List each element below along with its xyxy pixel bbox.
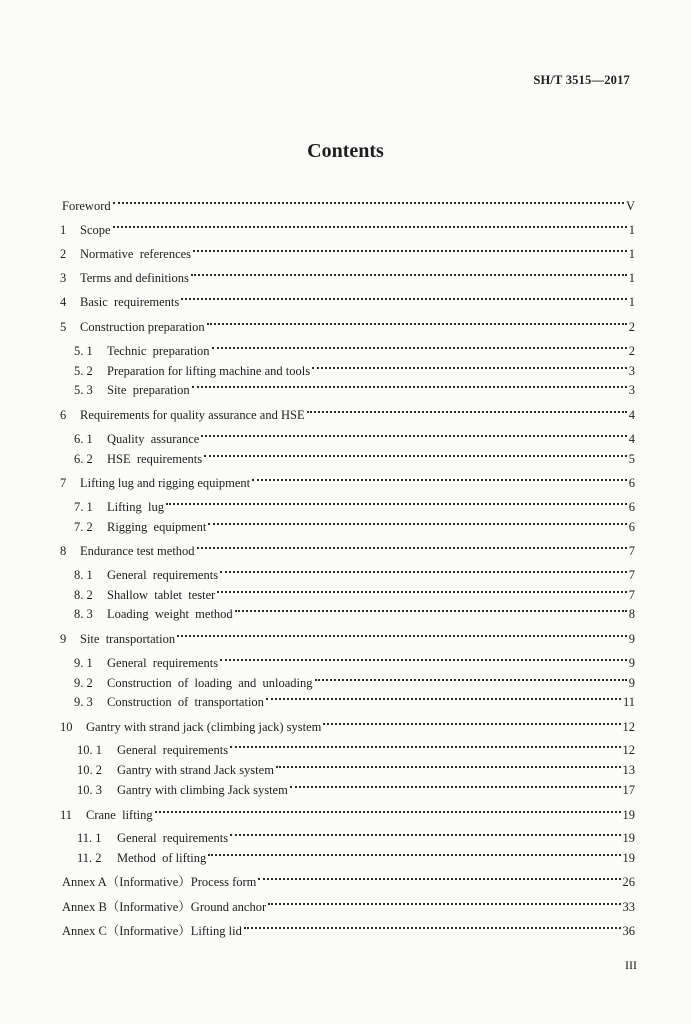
toc-entry-number: 2 xyxy=(60,247,67,261)
toc-dot-leader xyxy=(212,347,627,349)
toc-entry-page: 1 xyxy=(628,247,635,261)
toc-entry-number: 9. 3 xyxy=(74,695,93,709)
toc-entry-number: 10 xyxy=(60,720,73,734)
toc-entry-page: 9 xyxy=(628,676,635,690)
toc-entry-label: Crane lifting xyxy=(86,808,153,822)
toc-dot-leader xyxy=(197,547,627,549)
toc-entry[interactable] xyxy=(77,782,635,798)
toc-entry-page: 33 xyxy=(622,900,635,914)
toc-entry[interactable] xyxy=(74,567,635,583)
toc-entry-label: Foreword xyxy=(62,199,111,213)
toc-dot-leader xyxy=(268,903,620,905)
toc-entry-number: 8. 1 xyxy=(74,568,93,582)
toc-dot-leader xyxy=(244,927,621,929)
toc-dot-leader xyxy=(307,411,627,413)
toc-entry[interactable] xyxy=(74,431,635,447)
toc-entry-number: 10. 3 xyxy=(77,783,102,797)
toc-entry-number: 10. 2 xyxy=(77,763,102,777)
toc-dot-leader xyxy=(208,854,620,856)
toc-dot-leader xyxy=(230,834,620,836)
toc-entry-page: 2 xyxy=(628,344,635,358)
toc-entry-label: Shallow tablet tester xyxy=(107,588,216,602)
toc-entry-label: Normative references xyxy=(80,247,192,261)
toc-dot-leader xyxy=(235,610,627,612)
toc-entry-number: 11. 2 xyxy=(77,851,102,865)
toc-entry-number: 6. 2 xyxy=(74,452,93,466)
toc-dot-leader xyxy=(258,878,620,880)
toc-entry-label: Basic requirements xyxy=(80,295,180,309)
toc-entry-label: Annex C（Informative）Lifting lid xyxy=(62,924,242,938)
toc-entry[interactable] xyxy=(60,222,635,238)
toc-entry-page: 17 xyxy=(622,783,635,797)
toc-dot-leader xyxy=(193,250,627,252)
toc-entry-number: 9. 2 xyxy=(74,676,93,690)
toc-entry[interactable] xyxy=(74,675,635,691)
toc-entry-label: Scope xyxy=(80,223,111,237)
toc-entry[interactable] xyxy=(74,451,635,467)
toc-entry-number: 5. 1 xyxy=(74,344,93,358)
toc-entry-page: 36 xyxy=(622,924,635,938)
toc-dot-leader xyxy=(220,571,627,573)
toc-entry-page: 13 xyxy=(622,763,635,777)
toc-dot-leader xyxy=(192,386,627,388)
toc-dot-leader xyxy=(177,635,627,637)
toc-entry-page: 6 xyxy=(628,520,635,534)
toc-entry-number: 8. 3 xyxy=(74,607,93,621)
toc-entry[interactable] xyxy=(77,742,635,758)
toc-entry-label: Rigging equipment xyxy=(107,520,207,534)
standard-code: SH/T 3515—2017 xyxy=(533,73,630,87)
toc-entry-label: General requirements xyxy=(117,743,229,757)
toc-entry-number: 9. 1 xyxy=(74,656,93,670)
toc-entry[interactable] xyxy=(60,294,635,310)
toc-entry[interactable] xyxy=(60,807,635,823)
toc-entry-page: 3 xyxy=(628,364,635,378)
toc-dot-leader xyxy=(113,202,624,204)
toc-entry[interactable] xyxy=(74,499,635,515)
toc-entry[interactable] xyxy=(62,923,635,939)
toc-entry-page: 5 xyxy=(628,452,635,466)
toc-entry-label: Technic preparation xyxy=(107,344,210,358)
toc-entry-label: Quality assurance xyxy=(107,432,200,446)
toc-entry-page: 12 xyxy=(622,743,635,757)
toc-dot-leader xyxy=(207,323,627,325)
toc-entry-page: 19 xyxy=(622,831,635,845)
toc-entry-page: 19 xyxy=(622,851,635,865)
toc-entry-label: Lifting lug xyxy=(107,500,164,514)
toc-entry[interactable] xyxy=(62,874,635,890)
toc-dot-leader xyxy=(230,746,620,748)
toc-entry-label: Method of lifting xyxy=(117,851,207,865)
toc-entry-page: 2 xyxy=(628,320,635,334)
toc-entry-page: 1 xyxy=(628,295,635,309)
toc-entry-number: 11. 1 xyxy=(77,831,102,845)
toc-entry-label: Gantry with climbing Jack system xyxy=(117,783,288,797)
toc-entry-number: 3 xyxy=(60,271,67,285)
toc-entry-number: 1 xyxy=(60,223,67,237)
toc-entry-label: Site preparation xyxy=(107,383,190,397)
toc-dot-leader xyxy=(155,811,621,813)
toc-dot-leader xyxy=(290,786,621,788)
toc-entry-number: 5. 2 xyxy=(74,364,93,378)
toc-entry-label: Gantry with strand jack (climbing jack) system xyxy=(86,720,322,734)
toc-dot-leader xyxy=(266,698,621,700)
toc-entry-page: 7 xyxy=(628,588,635,602)
toc-entry-label: Construction of transportation xyxy=(107,695,264,709)
toc-entry[interactable] xyxy=(60,407,635,423)
toc-entry-label: Annex A（Informative）Process form xyxy=(62,875,257,889)
toc-entry-page: 6 xyxy=(628,476,635,490)
toc-entry-number: 8 xyxy=(60,544,67,558)
toc-entry-number: 6. 1 xyxy=(74,432,93,446)
toc-dot-leader xyxy=(208,523,626,525)
toc-dot-leader xyxy=(323,723,620,725)
toc-entry-page: 12 xyxy=(622,720,635,734)
toc-entry[interactable] xyxy=(74,655,635,671)
toc-entry-page: 11 xyxy=(622,695,635,709)
toc-entry-page: 7 xyxy=(628,544,635,558)
toc-entry-page: V xyxy=(625,199,635,213)
toc-dot-leader xyxy=(312,367,627,369)
toc-entry[interactable] xyxy=(74,382,635,398)
toc-entry-page: 26 xyxy=(622,875,635,889)
toc-entry[interactable] xyxy=(60,319,635,335)
toc-entry-number: 5. 3 xyxy=(74,383,93,397)
toc-dot-leader xyxy=(276,766,621,768)
toc-entry[interactable] xyxy=(60,631,635,647)
toc-entry-page: 9 xyxy=(628,656,635,670)
toc-entry[interactable] xyxy=(60,543,635,559)
toc-entry-number: 9 xyxy=(60,632,67,646)
toc-entry-page: 7 xyxy=(628,568,635,582)
page-title: Contents xyxy=(307,140,384,162)
toc-entry[interactable] xyxy=(62,899,635,915)
toc-entry-label: Requirements for quality assurance and HSE xyxy=(80,408,305,422)
toc-entry-page: 8 xyxy=(628,607,635,621)
toc-entry[interactable] xyxy=(60,270,635,286)
toc-entry[interactable] xyxy=(74,694,635,710)
toc-entry[interactable] xyxy=(77,830,635,846)
toc-dot-leader xyxy=(315,679,627,681)
toc-entry-page: 4 xyxy=(628,432,635,446)
toc-entry-label: Annex B（Informative）Ground anchor xyxy=(62,900,267,914)
toc-entry-number: 6 xyxy=(60,408,67,422)
toc-entry[interactable] xyxy=(60,475,635,491)
toc-entry[interactable] xyxy=(62,198,635,214)
toc-entry-page: 9 xyxy=(628,632,635,646)
toc-dot-leader xyxy=(204,455,627,457)
toc-entry[interactable] xyxy=(74,363,635,379)
toc-dot-leader xyxy=(113,226,627,228)
toc-entry-label: HSE requirements xyxy=(107,452,203,466)
toc-entry-number: 11 xyxy=(60,808,73,822)
toc-dot-leader xyxy=(166,503,627,505)
toc-entry-page: 6 xyxy=(628,500,635,514)
toc-entry-label: Endurance test method xyxy=(80,544,195,558)
toc-entry-label: General requirements xyxy=(117,831,229,845)
toc-entry[interactable] xyxy=(60,246,635,262)
toc-entry-number: 7. 1 xyxy=(74,500,93,514)
toc-entry-number: 7. 2 xyxy=(74,520,93,534)
toc-entry[interactable] xyxy=(74,606,635,622)
toc-dot-leader xyxy=(252,479,627,481)
toc-entry-label: Terms and definitions xyxy=(80,271,189,285)
toc-entry-page: 4 xyxy=(628,408,635,422)
toc-dot-leader xyxy=(201,435,626,437)
toc-entry-page: 19 xyxy=(622,808,635,822)
toc-entry-label: Preparation for lifting machine and tools xyxy=(107,364,311,378)
toc-entry-page: 1 xyxy=(628,271,635,285)
toc-entry-number: 5 xyxy=(60,320,67,334)
toc-dot-leader xyxy=(220,659,627,661)
page-number: III xyxy=(625,958,637,972)
toc-entry[interactable] xyxy=(74,343,635,359)
toc-dot-leader xyxy=(181,298,626,300)
toc-entry[interactable] xyxy=(74,587,635,603)
toc-entry[interactable] xyxy=(77,850,635,866)
toc-entry-label: General requirements xyxy=(107,656,219,670)
toc-entry-label: Construction preparation xyxy=(80,320,205,334)
toc-entry-page: 3 xyxy=(628,383,635,397)
toc-entry-number: 7 xyxy=(60,476,67,490)
toc-entry-label: Site transportation xyxy=(80,632,176,646)
toc-entry[interactable] xyxy=(60,719,635,735)
toc-entry-number: 4 xyxy=(60,295,67,309)
toc-dot-leader xyxy=(217,591,626,593)
toc-entry-label: Loading weight method xyxy=(107,607,233,621)
toc-entry-number: 8. 2 xyxy=(74,588,93,602)
toc-entry-page: 1 xyxy=(628,223,635,237)
toc-entry-label: General requirements xyxy=(107,568,219,582)
toc-entry-label: Construction of loading and unloading xyxy=(107,676,313,690)
toc-entry-number: 10. 1 xyxy=(77,743,102,757)
toc-entry[interactable] xyxy=(74,519,635,535)
toc-entry[interactable] xyxy=(77,762,635,778)
toc-entry-label: Gantry with strand Jack system xyxy=(117,763,274,777)
toc-dot-leader xyxy=(191,274,627,276)
toc-entry-label: Lifting lug and rigging equipment xyxy=(80,476,251,490)
